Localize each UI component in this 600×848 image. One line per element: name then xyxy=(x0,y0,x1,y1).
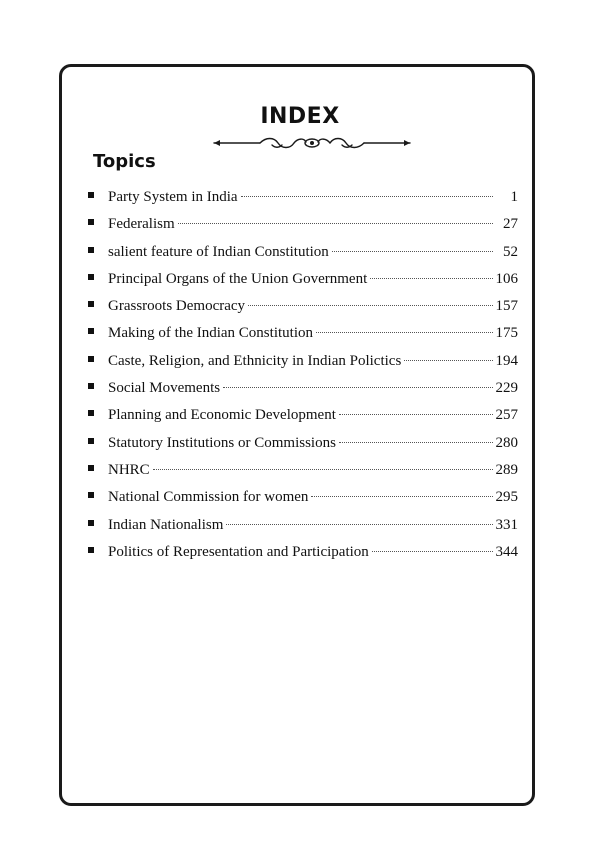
square-bullet-icon xyxy=(88,192,94,198)
page-title: INDEX xyxy=(260,104,340,129)
entry-title: Indian Nationalism xyxy=(108,516,224,533)
dot-leader xyxy=(241,196,493,197)
toc-entry[interactable] xyxy=(88,484,518,511)
square-bullet-icon xyxy=(88,383,94,389)
dot-leader xyxy=(311,496,492,497)
toc-entry[interactable] xyxy=(88,457,518,484)
dot-leader xyxy=(223,387,492,388)
page-number: 27 xyxy=(503,216,518,233)
entry-title: Federalism xyxy=(108,216,175,233)
toc-entry[interactable] xyxy=(88,402,518,429)
toc-entry[interactable] xyxy=(88,512,518,539)
page-number: 175 xyxy=(495,325,518,342)
entry-title: Principal Organs of the Union Government xyxy=(108,270,368,287)
flourish-divider-icon xyxy=(212,135,412,151)
toc-entry[interactable] xyxy=(88,320,518,347)
entry-title: Party System in India xyxy=(108,189,238,205)
square-bullet-icon xyxy=(88,465,94,471)
toc-entry[interactable] xyxy=(88,430,518,457)
square-bullet-icon xyxy=(88,438,94,444)
square-bullet-icon xyxy=(88,410,94,416)
toc-entry[interactable] xyxy=(88,293,518,320)
entry-title: Making of the Indian Constitution xyxy=(108,325,313,342)
toc-entry[interactable] xyxy=(88,539,518,566)
dot-leader xyxy=(370,278,492,279)
page-number: 257 xyxy=(495,407,518,424)
section-heading: Topics xyxy=(93,151,156,172)
toc-entry[interactable] xyxy=(88,266,518,293)
toc-entry[interactable] xyxy=(88,348,518,375)
entry-title: Statutory Institutions or Commissions xyxy=(108,434,336,451)
dot-leader xyxy=(248,305,492,306)
entry-title: National Commission for women xyxy=(108,489,309,506)
dot-leader xyxy=(332,251,493,252)
entry-title: Caste, Religion, and Ethnicity in Indian Polictics xyxy=(108,352,402,369)
entry-title: Planning and Economic Development xyxy=(108,407,336,424)
toc-entry[interactable] xyxy=(88,239,518,266)
page-number: 52 xyxy=(503,243,518,260)
entry-title: Politics of Representation and Participation xyxy=(108,543,369,560)
dot-leader xyxy=(372,551,493,552)
page-number: 194 xyxy=(495,352,518,369)
entry-title: Social Movements xyxy=(108,380,221,397)
dot-leader xyxy=(404,360,492,361)
page-number: 289 xyxy=(495,461,518,478)
square-bullet-icon xyxy=(88,520,94,526)
dot-leader xyxy=(339,414,493,415)
square-bullet-icon xyxy=(88,328,94,334)
page-number: 331 xyxy=(495,516,518,533)
square-bullet-icon xyxy=(88,274,94,280)
dot-leader xyxy=(339,442,493,443)
entry-title: salient feature of Indian Constitution xyxy=(108,243,329,260)
page-number: 295 xyxy=(495,489,518,506)
dot-leader xyxy=(316,332,493,333)
page-number: 1 xyxy=(510,189,518,205)
page-number: 344 xyxy=(495,543,518,560)
toc-entry[interactable] xyxy=(88,211,518,238)
square-bullet-icon xyxy=(88,219,94,225)
square-bullet-icon xyxy=(88,356,94,362)
dot-leader xyxy=(153,469,493,470)
page-number: 280 xyxy=(495,434,518,451)
dot-leader xyxy=(178,223,493,224)
toc-entry[interactable] xyxy=(88,375,518,402)
square-bullet-icon xyxy=(88,547,94,553)
dot-leader xyxy=(226,524,492,525)
toc-list xyxy=(88,184,518,566)
page-number: 106 xyxy=(495,270,518,287)
page-number: 229 xyxy=(495,380,518,397)
entry-title: Grassroots Democracy xyxy=(108,298,246,315)
toc-entry[interactable] xyxy=(88,184,518,211)
square-bullet-icon xyxy=(88,492,94,498)
entry-title: NHRC xyxy=(108,461,150,478)
page-number: 157 xyxy=(495,298,518,315)
square-bullet-icon xyxy=(88,247,94,253)
square-bullet-icon xyxy=(88,301,94,307)
